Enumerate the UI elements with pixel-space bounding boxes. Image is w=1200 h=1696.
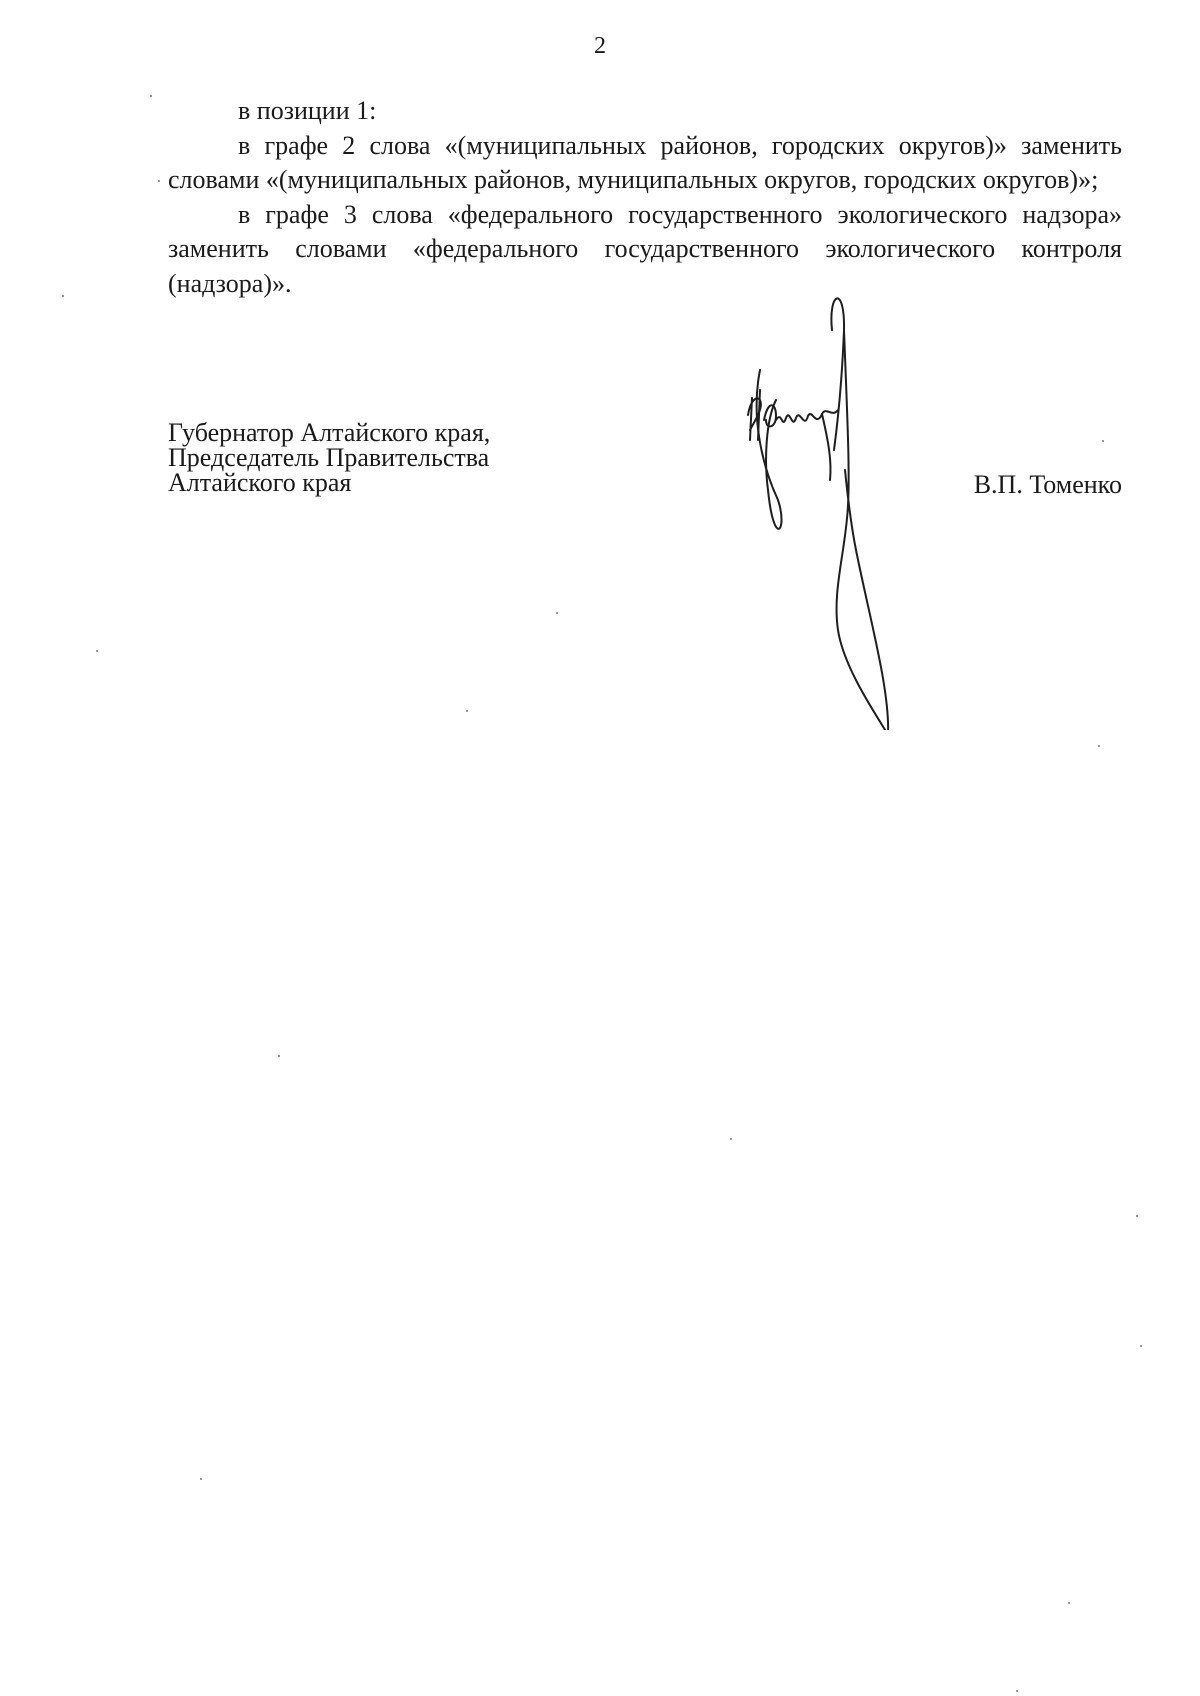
- scan-speck: [62, 295, 64, 297]
- signatory-title-line: Председатель Правительства: [168, 443, 490, 472]
- scan-speck: [1068, 1602, 1070, 1604]
- paragraph-position: в позиции 1:: [238, 96, 377, 125]
- scan-speck: [1016, 1690, 1018, 1692]
- signatory-title-line: Губернатор Алтайского края,: [168, 418, 491, 447]
- handwritten-signature: [720, 290, 890, 730]
- scan-speck: [200, 1478, 202, 1480]
- scan-speck: [150, 95, 152, 97]
- paragraph-column-2: в графе 2 слова «(муниципальных районов, городских округов)» заменить словами «(муниципальных районов, муниципальных округов, городских округов)»;: [168, 130, 1122, 194]
- signatory-name: В.П. Томенко: [973, 470, 1122, 499]
- scan-speck: [1098, 745, 1100, 747]
- scan-speck: [556, 612, 558, 614]
- paragraph-column-3: в графе 3 слова «федерального государственного экологического надзора» заменить словами «федерального государственного экологического контроля (надзора)».: [168, 199, 1122, 298]
- scan-speck: [1136, 1215, 1138, 1217]
- scan-speck: [278, 1055, 280, 1057]
- scan-speck: [96, 650, 98, 652]
- scan-speck: [730, 1138, 732, 1140]
- scan-speck: [158, 180, 160, 182]
- scan-speck: [1102, 440, 1104, 442]
- signatory-title: [168, 420, 490, 495]
- document-body: [168, 94, 1122, 301]
- scan-speck: [466, 710, 468, 712]
- signatory-title-line: Алтайского края: [168, 468, 352, 497]
- page-number: 2: [594, 33, 606, 59]
- scan-speck: [1140, 1345, 1142, 1347]
